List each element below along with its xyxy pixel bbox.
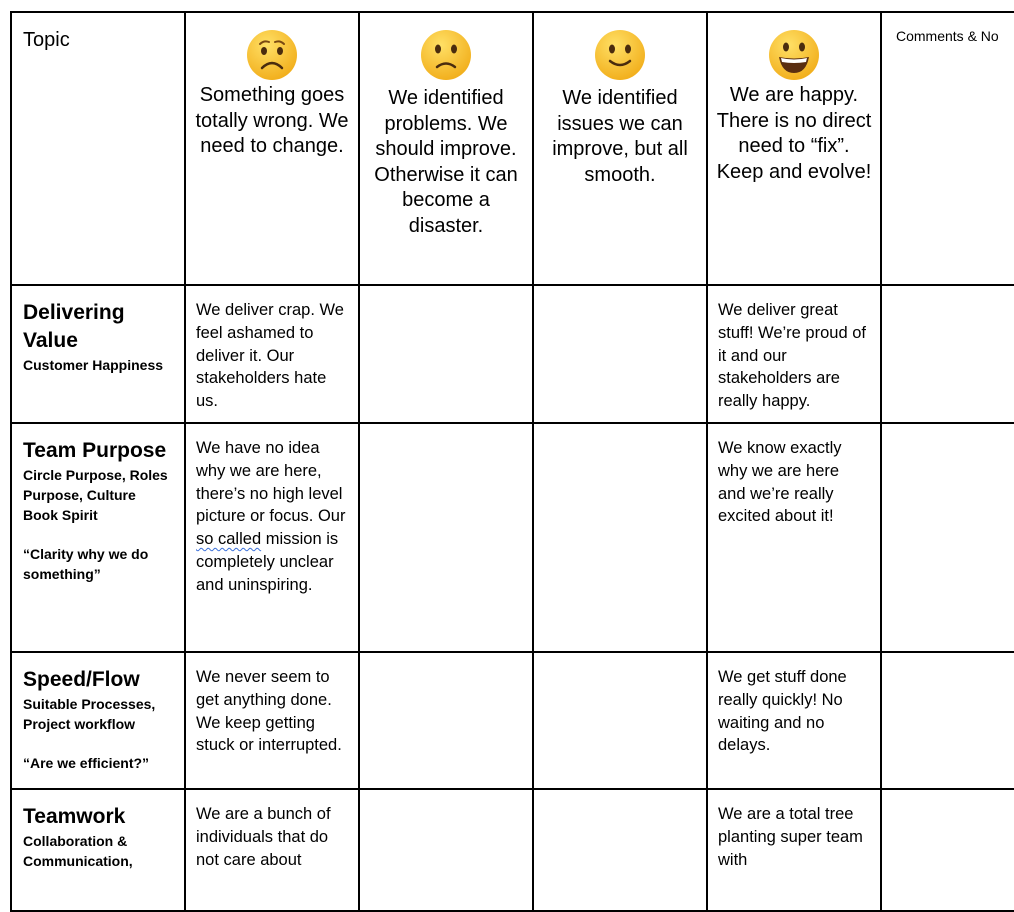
empty-cell[interactable]	[359, 789, 533, 911]
empty-cell[interactable]	[359, 652, 533, 789]
comments-cell[interactable]	[881, 652, 1014, 789]
comments-cell[interactable]	[881, 789, 1014, 911]
health-check-table-container	[10, 11, 1014, 912]
topic-cell[interactable]	[11, 285, 185, 423]
bad-description-part: mission is completely unclear and uninspiring.	[196, 530, 339, 594]
bad-description-cell[interactable]	[185, 789, 359, 911]
comments-label: Comments & No	[896, 28, 999, 44]
slightly-frowning-face-icon	[420, 29, 472, 81]
empty-cell[interactable]	[533, 423, 707, 652]
empty-cell[interactable]	[533, 285, 707, 423]
level-2-description: We identified problems. We should improve. Otherwise it can become a disaster.	[374, 87, 518, 237]
health-check-table	[10, 11, 1014, 912]
bad-description-cell[interactable]	[185, 652, 359, 789]
good-description-cell[interactable]	[707, 652, 881, 789]
good-description-cell[interactable]	[707, 789, 881, 911]
bad-description-cell[interactable]	[185, 423, 359, 652]
topic-cell[interactable]	[11, 423, 185, 652]
header-level-1-cell[interactable]	[185, 12, 359, 285]
header-level-4-cell[interactable]	[707, 12, 881, 285]
spellcheck-underlined-text[interactable]: so called	[196, 530, 262, 549]
topic-subtitle: Circle Purpose, Roles Purpose, Culture Book Spirit	[23, 467, 168, 523]
comments-cell[interactable]	[881, 423, 1014, 652]
empty-cell[interactable]	[359, 423, 533, 652]
empty-cell[interactable]	[533, 652, 707, 789]
header-level-3-cell[interactable]	[533, 12, 707, 285]
topic-label: Topic	[23, 29, 70, 51]
level-3-description: We identified issues we can improve, but all smooth.	[552, 87, 688, 186]
slightly-smiling-face-icon	[594, 29, 646, 81]
topic-subtitle: Collaboration & Communication,	[23, 833, 133, 869]
bad-description: We are a bunch of individuals that do not care about	[196, 805, 331, 869]
table-row	[11, 285, 1014, 423]
good-description-cell[interactable]	[707, 423, 881, 652]
good-description-cell[interactable]	[707, 285, 881, 423]
level-4-description	[714, 83, 874, 185]
good-description: We get stuff done really quickly! No waiting and no delays.	[718, 668, 847, 755]
topic-question: “Are we efficient?”	[23, 755, 150, 771]
bad-description: We never seem to get anything done. We keep getting stuck or interrupted.	[196, 668, 342, 755]
topic-subtitle: Customer Happiness	[23, 357, 164, 373]
good-description: We know exactly why we are here and we’re really excited about it!	[718, 439, 842, 526]
level-4-description-main: We are happy. There is no direct need to “fix”.	[716, 84, 872, 157]
table-row	[11, 423, 1014, 652]
header-topic-cell[interactable]	[11, 12, 185, 285]
topic-cell[interactable]	[11, 789, 185, 911]
worried-face-icon	[246, 29, 298, 81]
level-4-description-tagline: Keep and evolve!	[716, 160, 872, 183]
topic-title: Team Purpose	[23, 439, 167, 462]
comments-cell[interactable]	[881, 285, 1014, 423]
topic-subtitle: Suitable Processes, Project workflow	[23, 696, 156, 732]
table-row	[11, 652, 1014, 789]
header-comments-cell[interactable]	[881, 12, 1014, 285]
bad-description-cell[interactable]	[185, 285, 359, 423]
good-description: We are a total tree planting super team with	[718, 805, 863, 869]
level-1-description: Something goes totally wrong. We need to change.	[195, 84, 349, 157]
topic-title: Speed/Flow	[23, 668, 140, 691]
header-row	[11, 12, 1014, 285]
topic-title: Teamwork	[23, 805, 126, 828]
topic-cell[interactable]	[11, 652, 185, 789]
grinning-face-icon	[768, 29, 820, 81]
table-row	[11, 789, 1014, 911]
bad-description: We deliver crap. We feel ashamed to deliver it. Our stakeholders hate us.	[196, 301, 344, 411]
empty-cell[interactable]	[533, 789, 707, 911]
topic-question: “Clarity why we do something”	[23, 546, 149, 582]
bad-description	[186, 424, 358, 597]
header-level-2-cell[interactable]	[359, 12, 533, 285]
topic-title: Delivering Value	[23, 301, 125, 352]
empty-cell[interactable]	[359, 285, 533, 423]
bad-description-part: We have no idea why we are here, there’s no high level picture or focus. Our	[196, 439, 346, 526]
good-description: We deliver great stuff! We’re proud of it and our stakeholders are really happy.	[718, 301, 866, 411]
